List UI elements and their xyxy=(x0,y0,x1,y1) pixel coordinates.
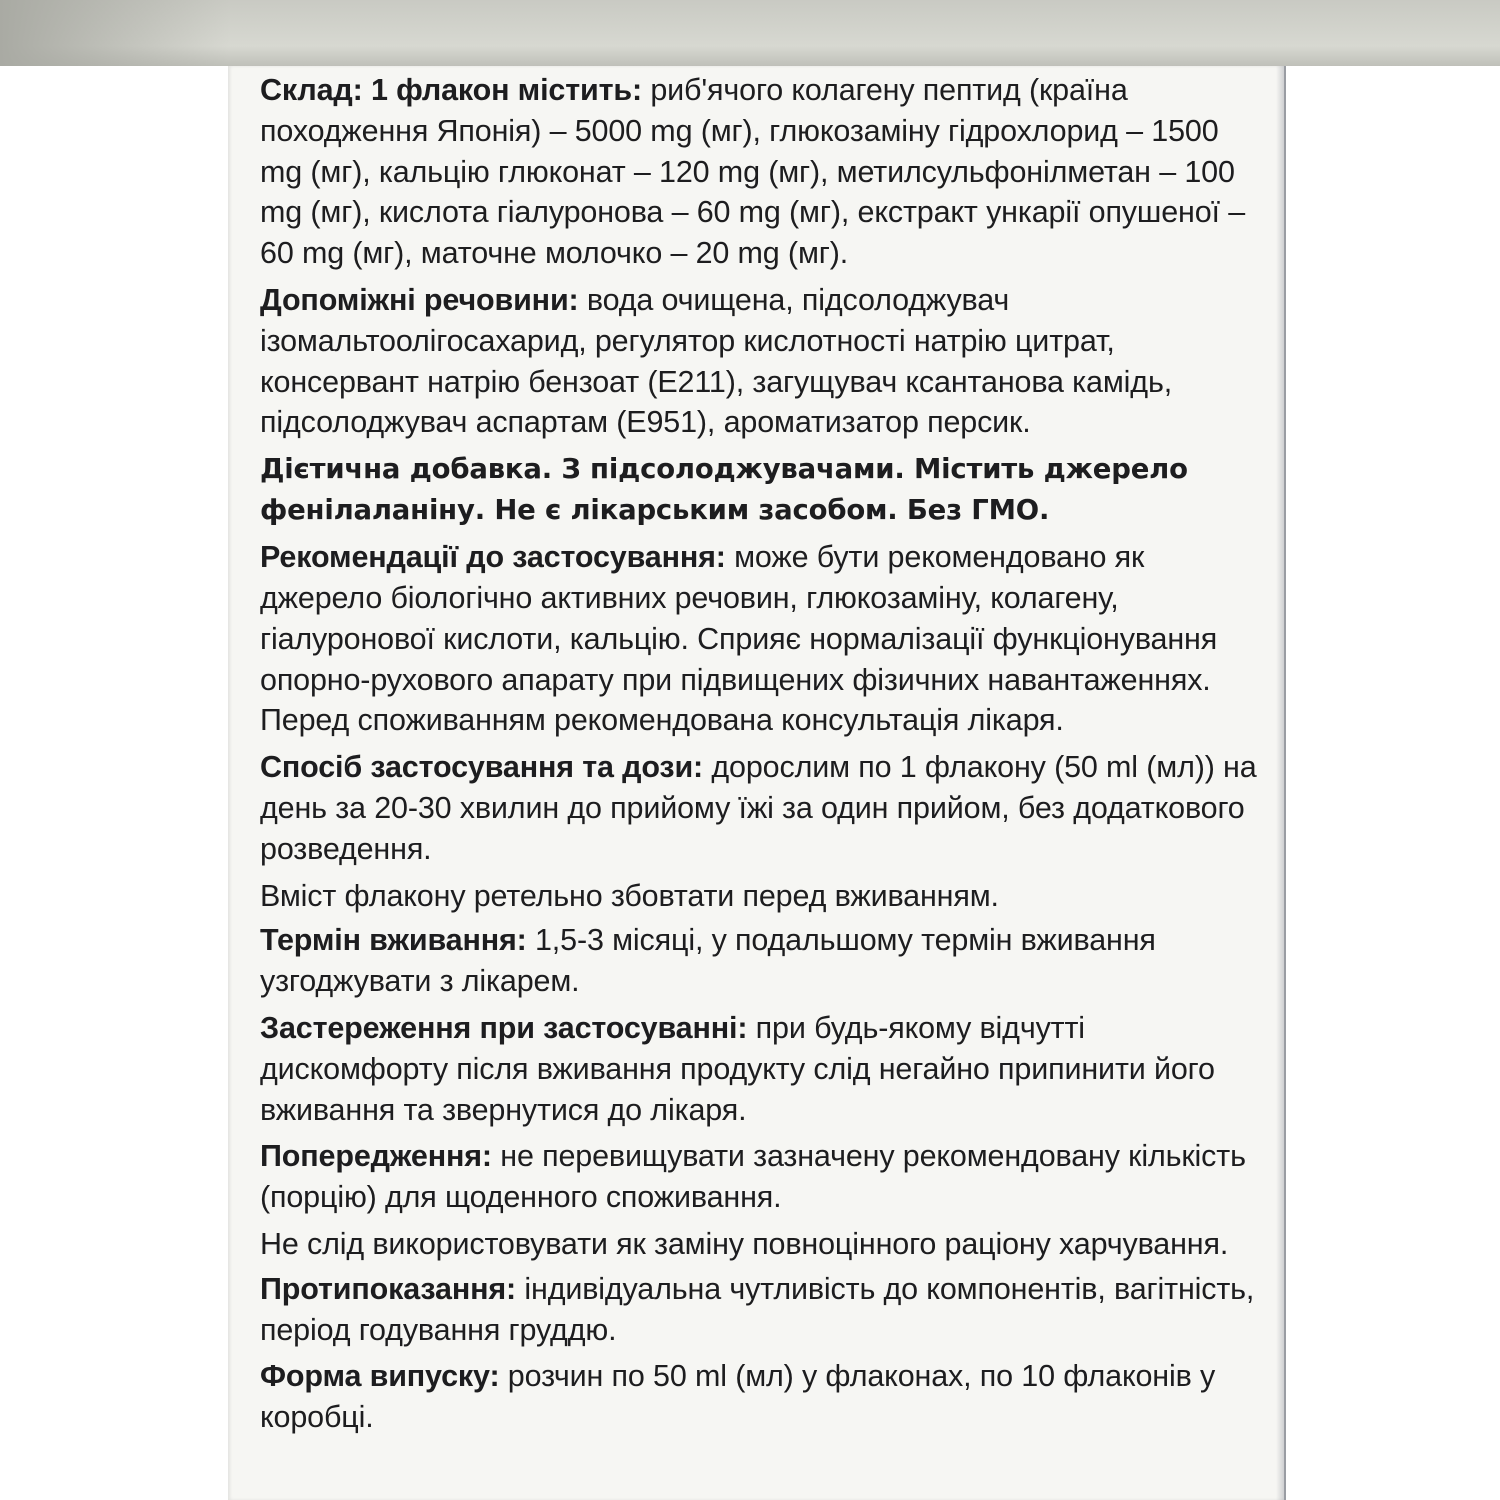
precautions-term: Застереження при застосуванні: xyxy=(260,1010,748,1045)
contraindications-text: індивідуальна чутливість до компонентів, вагітність, період годування груддю. xyxy=(260,1271,1255,1347)
shake-note: Вміст флакону ретельно збовтати перед вживанням. xyxy=(260,878,999,913)
excipients-text: вода очищена, підсолоджувач ізомальтоолігосахарид, регулятор кислотності натрію цитрат, консервант натрію бензоат (E211), загущувач ксантанова камідь, підсолоджувач аспартам (E951), ароматизатор персик. xyxy=(260,282,1173,440)
release-form-term: Форма випуску: xyxy=(260,1359,500,1394)
duration-text: 1,5-3 місяці, у подальшому термін вживання узгоджувати з лікарем. xyxy=(260,923,1156,999)
recommendations-text: може бути рекомендовано як джерело біологічно активних речовин, глюкозаміну, колагену, гіалуронової кислоти, кальцію. Сприяє нормалізації функціонування опорно-рухового апарату при підвищених фізичних навантаженнях. Перед споживанням рекомендована консультація лікаря. xyxy=(260,540,1218,738)
precautions-paragraph xyxy=(260,1008,1260,1130)
composition-paragraph xyxy=(260,70,1260,274)
box-top-shadow xyxy=(0,0,230,66)
usage-term: Спосіб застосування та дози: xyxy=(260,750,704,785)
precautions-text: при будь-якому відчутті дискомфорту після вживання продукту слід негайно припинити його вживання та звернутися до лікаря. xyxy=(260,1010,1215,1127)
contraindications-paragraph xyxy=(260,1269,1260,1351)
box-right-edge xyxy=(1284,66,1286,1500)
recommendations-term: Рекомендації до застосування: xyxy=(260,540,726,575)
usage-text: дорослим по 1 флакону (50 ml (мл)) на день за 20-30 хвилин до прийому їжі за один прийом, без додаткового розведення. xyxy=(260,750,1257,866)
usage-paragraph xyxy=(260,747,1260,869)
excipients-paragraph xyxy=(260,280,1260,443)
release-form-paragraph xyxy=(260,1356,1260,1438)
warning-term: Попередження: xyxy=(260,1139,492,1174)
diet-note: Не слід використовувати як заміну повноцінного раціону харчування. xyxy=(260,1226,1229,1261)
composition-text: риб'ячого колагену пептид (країна походження Японія) – 5000 mg (мг), глюкозаміну гідрохлорид – 1500 mg (мг), кальцію глюконат – 120 mg (мг), метилсульфонілметан – 100 mg (мг), кислота гіалуронова – 60 mg (мг), екстракт ункарії опушеної – 60 mg (мг), маточне молочко – 20 mg (мг). xyxy=(260,73,1246,271)
box-right-bevel xyxy=(1276,66,1284,1500)
release-form-text: розчин по 50 ml (мл) у флаконах, по 10 флаконів у коробці. xyxy=(260,1359,1216,1435)
duration-term: Термін вживання: xyxy=(260,923,527,958)
contraindications-term: Протипоказання: xyxy=(260,1271,517,1306)
label-text-block xyxy=(260,70,1260,1444)
excipients-term: Допоміжні речовини: xyxy=(260,282,579,317)
composition-term: Склад: 1 флакон містить: xyxy=(260,73,643,107)
supplement-notice: Дієтична добавка. З підсолоджувачами. Містить джерело фенілаланіну. Не є лікарським засобом. Без ГМО. xyxy=(260,453,1188,527)
warning-text: не перевищувати зазначену рекомендовану кількість (порцію) для щоденного споживання. xyxy=(260,1139,1246,1215)
duration-paragraph xyxy=(260,920,1260,1002)
warning-paragraph xyxy=(260,1136,1260,1218)
recommendations-paragraph xyxy=(260,537,1260,741)
